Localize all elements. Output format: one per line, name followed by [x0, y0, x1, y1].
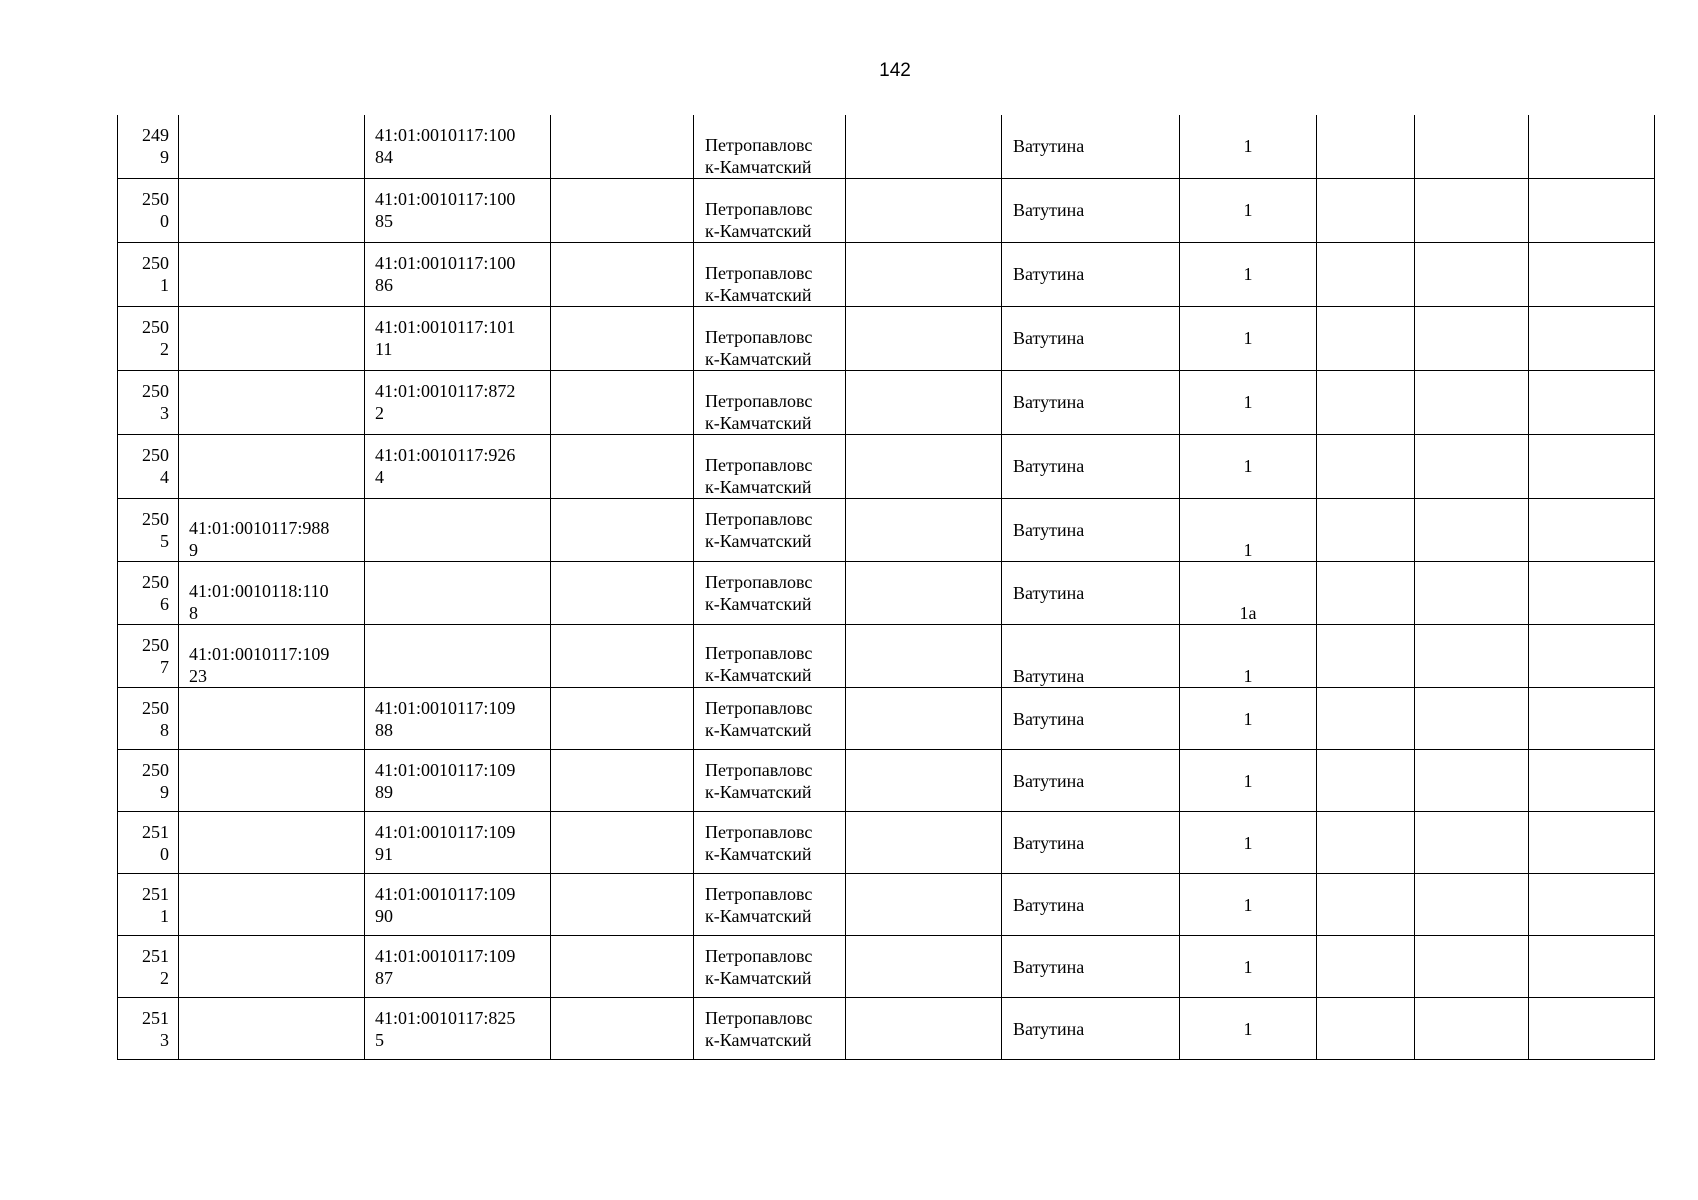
row-number-cell	[118, 115, 179, 179]
city-line-1: Петропавловс	[705, 455, 813, 475]
table-row	[118, 812, 1655, 874]
building-cadastral-number-line-1: 41:01:0010117:109	[375, 698, 516, 718]
table-row	[118, 562, 1655, 625]
row-number-cell	[118, 874, 179, 936]
city-cell	[694, 371, 846, 435]
empty-cell	[1529, 307, 1655, 371]
empty-cell	[846, 435, 1002, 499]
city-cell	[694, 499, 846, 562]
empty-cell	[846, 998, 1002, 1060]
city-line-1: Петропавловс	[705, 822, 813, 842]
building-cadastral-number-cell	[365, 998, 551, 1060]
row-number-line-2: 9	[160, 782, 169, 802]
building-cadastral-number-line-2: 87	[375, 968, 393, 988]
building-cadastral-number-line-1: 41:01:0010117:109	[375, 760, 516, 780]
building-cadastral-number-cell	[365, 562, 551, 625]
empty-cell	[1415, 179, 1529, 243]
building-cadastral-number-cell	[365, 435, 551, 499]
city-line-1: Петропавловс	[705, 135, 813, 155]
row-number-cell	[118, 812, 179, 874]
street-cell: Ватутина	[1002, 936, 1180, 998]
building-cadastral-number-line-1: 41:01:0010117:109	[375, 884, 516, 904]
empty-cell	[1317, 812, 1415, 874]
empty-cell	[1317, 998, 1415, 1060]
row-number-line-2: 3	[160, 403, 169, 423]
row-number-cell	[118, 179, 179, 243]
row-number-line-1: 251	[142, 822, 169, 842]
cadastral-number-cell	[179, 499, 365, 562]
empty-cell	[846, 812, 1002, 874]
building-cadastral-number-line-1: 41:01:0010117:825	[375, 1008, 516, 1028]
street-cell: Ватутина	[1002, 998, 1180, 1060]
row-number-line-1: 250	[142, 698, 169, 718]
cadastral-number-cell	[179, 936, 365, 998]
empty-cell	[846, 179, 1002, 243]
row-number-line-2: 1	[160, 906, 169, 926]
empty-cell	[1529, 750, 1655, 812]
empty-cell	[846, 625, 1002, 688]
street-cell: Ватутина	[1002, 371, 1180, 435]
empty-cell	[1529, 625, 1655, 688]
row-number-cell	[118, 499, 179, 562]
row-number-line-1: 250	[142, 317, 169, 337]
cadastral-number-cell	[179, 371, 365, 435]
building-cadastral-number-cell	[365, 874, 551, 936]
row-number-line-2: 5	[160, 531, 169, 551]
table-row	[118, 115, 1655, 179]
empty-cell	[1529, 812, 1655, 874]
table-row	[118, 625, 1655, 688]
cadastral-number-line-1: 41:01:0010117:988	[189, 518, 330, 538]
street-cell: Ватутина	[1002, 812, 1180, 874]
house-number-cell: 1	[1180, 307, 1317, 371]
empty-cell	[1415, 874, 1529, 936]
empty-cell	[846, 371, 1002, 435]
cadastral-number-cell	[179, 179, 365, 243]
building-cadastral-number-line-2: 5	[375, 1030, 384, 1050]
building-cadastral-number-line-1: 41:01:0010117:100	[375, 189, 516, 209]
row-number-line-2: 3	[160, 1030, 169, 1050]
empty-cell	[846, 499, 1002, 562]
empty-cell	[1415, 499, 1529, 562]
cadastral-number-cell	[179, 812, 365, 874]
city-line-2: к-Камчатский	[705, 968, 812, 988]
building-cadastral-number-cell	[365, 371, 551, 435]
house-number-cell: 1	[1180, 998, 1317, 1060]
empty-cell	[1529, 688, 1655, 750]
house-number-cell: 1а	[1180, 562, 1317, 625]
table-row	[118, 179, 1655, 243]
empty-cell	[551, 435, 694, 499]
city-line-2: к-Камчатский	[705, 1030, 812, 1050]
building-cadastral-number-line-2: 89	[375, 782, 393, 802]
street-cell: Ватутина	[1002, 179, 1180, 243]
empty-cell	[1317, 115, 1415, 179]
city-line-1: Петропавловс	[705, 263, 813, 283]
building-cadastral-number-line-2: 2	[375, 403, 384, 423]
building-cadastral-number-cell	[365, 179, 551, 243]
street-cell: Ватутина	[1002, 499, 1180, 562]
building-cadastral-number-cell	[365, 812, 551, 874]
row-number-cell	[118, 371, 179, 435]
building-cadastral-number-cell	[365, 307, 551, 371]
city-line-2: к-Камчатский	[705, 157, 812, 177]
empty-cell	[551, 812, 694, 874]
empty-cell	[1529, 243, 1655, 307]
city-line-2: к-Камчатский	[705, 349, 812, 369]
cadastral-number-cell	[179, 998, 365, 1060]
row-number-line-1: 250	[142, 572, 169, 592]
empty-cell	[551, 874, 694, 936]
empty-cell	[1415, 435, 1529, 499]
city-cell	[694, 625, 846, 688]
cadastral-number-cell	[179, 115, 365, 179]
empty-cell	[1415, 998, 1529, 1060]
row-number-line-1: 250	[142, 381, 169, 401]
empty-cell	[1529, 435, 1655, 499]
city-line-2: к-Камчатский	[705, 665, 812, 685]
city-line-1: Петропавловс	[705, 572, 813, 592]
row-number-line-2: 7	[160, 657, 169, 677]
building-cadastral-number-line-1: 41:01:0010117:100	[375, 125, 516, 145]
building-cadastral-number-cell	[365, 750, 551, 812]
city-line-2: к-Камчатский	[705, 594, 812, 614]
street-cell: Ватутина	[1002, 243, 1180, 307]
empty-cell	[1317, 435, 1415, 499]
empty-cell	[1529, 179, 1655, 243]
empty-cell	[1317, 371, 1415, 435]
empty-cell	[846, 115, 1002, 179]
row-number-line-1: 250	[142, 760, 169, 780]
building-cadastral-number-line-1: 41:01:0010117:926	[375, 445, 516, 465]
empty-cell	[1529, 371, 1655, 435]
building-cadastral-number-cell	[365, 625, 551, 688]
street-cell: Ватутина	[1002, 435, 1180, 499]
table-row	[118, 936, 1655, 998]
building-cadastral-number-line-1: 41:01:0010117:109	[375, 946, 516, 966]
empty-cell	[1415, 562, 1529, 625]
street-cell: Ватутина	[1002, 750, 1180, 812]
row-number-line-2: 1	[160, 275, 169, 295]
table-row	[118, 998, 1655, 1060]
empty-cell	[551, 625, 694, 688]
city-line-1: Петропавловс	[705, 509, 813, 529]
building-cadastral-number-line-1: 41:01:0010117:872	[375, 381, 516, 401]
house-number-cell: 1	[1180, 750, 1317, 812]
building-cadastral-number-cell	[365, 243, 551, 307]
empty-cell	[551, 371, 694, 435]
city-line-1: Петропавловс	[705, 199, 813, 219]
empty-cell	[551, 936, 694, 998]
building-cadastral-number-line-2: 4	[375, 467, 384, 487]
row-number-line-2: 6	[160, 594, 169, 614]
empty-cell	[846, 688, 1002, 750]
cadastral-number-cell	[179, 243, 365, 307]
building-cadastral-number-line-2: 11	[375, 339, 393, 359]
building-cadastral-number-line-1: 41:01:0010117:101	[375, 317, 516, 337]
row-number-cell	[118, 625, 179, 688]
empty-cell	[1529, 115, 1655, 179]
city-cell	[694, 936, 846, 998]
row-number-cell	[118, 307, 179, 371]
city-cell	[694, 998, 846, 1060]
city-line-1: Петропавловс	[705, 884, 813, 904]
row-number-cell	[118, 936, 179, 998]
empty-cell	[1317, 243, 1415, 307]
row-number-cell	[118, 243, 179, 307]
empty-cell	[551, 562, 694, 625]
empty-cell	[1529, 562, 1655, 625]
empty-cell	[846, 750, 1002, 812]
cadastral-number-cell	[179, 562, 365, 625]
city-line-2: к-Камчатский	[705, 844, 812, 864]
empty-cell	[1415, 750, 1529, 812]
empty-cell	[1415, 307, 1529, 371]
house-number-cell: 1	[1180, 625, 1317, 688]
street-cell: Ватутина	[1002, 562, 1180, 625]
table-body	[118, 115, 1655, 1060]
building-cadastral-number-line-2: 86	[375, 275, 393, 295]
city-cell	[694, 812, 846, 874]
table-row	[118, 499, 1655, 562]
house-number-cell: 1	[1180, 688, 1317, 750]
empty-cell	[551, 115, 694, 179]
city-cell	[694, 243, 846, 307]
city-line-1: Петропавловс	[705, 946, 813, 966]
table-row	[118, 688, 1655, 750]
cadastral-number-line-2: 23	[189, 666, 207, 686]
city-line-2: к-Камчатский	[705, 720, 812, 740]
building-cadastral-number-cell	[365, 499, 551, 562]
empty-cell	[1317, 307, 1415, 371]
city-line-2: к-Камчатский	[705, 906, 812, 926]
empty-cell	[1317, 562, 1415, 625]
empty-cell	[1415, 812, 1529, 874]
empty-cell	[1529, 499, 1655, 562]
city-line-2: к-Камчатский	[705, 782, 812, 802]
empty-cell	[1415, 243, 1529, 307]
row-number-line-2: 9	[160, 147, 169, 167]
building-cadastral-number-line-2: 84	[375, 147, 393, 167]
city-cell	[694, 307, 846, 371]
building-cadastral-number-line-2: 90	[375, 906, 393, 926]
building-cadastral-number-line-1: 41:01:0010117:100	[375, 253, 516, 273]
city-line-2: к-Камчатский	[705, 285, 812, 305]
cadastral-number-cell	[179, 435, 365, 499]
table-row	[118, 371, 1655, 435]
city-line-1: Петропавловс	[705, 698, 813, 718]
building-cadastral-number-line-2: 85	[375, 211, 393, 231]
city-line-1: Петропавловс	[705, 643, 813, 663]
city-cell	[694, 750, 846, 812]
row-number-line-1: 250	[142, 509, 169, 529]
city-cell	[694, 874, 846, 936]
street-cell: Ватутина	[1002, 688, 1180, 750]
registry-table	[117, 115, 1655, 1060]
cadastral-number-cell	[179, 874, 365, 936]
empty-cell	[1529, 936, 1655, 998]
empty-cell	[846, 307, 1002, 371]
city-cell	[694, 179, 846, 243]
house-number-cell: 1	[1180, 874, 1317, 936]
row-number-line-2: 0	[160, 844, 169, 864]
empty-cell	[1317, 874, 1415, 936]
city-line-2: к-Камчатский	[705, 531, 812, 551]
row-number-line-1: 251	[142, 1008, 169, 1028]
empty-cell	[846, 243, 1002, 307]
empty-cell	[846, 562, 1002, 625]
house-number-cell: 1	[1180, 812, 1317, 874]
city-line-1: Петропавловс	[705, 391, 813, 411]
empty-cell	[1415, 688, 1529, 750]
house-number-cell: 1	[1180, 115, 1317, 179]
row-number-line-1: 251	[142, 946, 169, 966]
city-line-1: Петропавловс	[705, 760, 813, 780]
row-number-line-2: 8	[160, 720, 169, 740]
table-row	[118, 243, 1655, 307]
city-line-2: к-Камчатский	[705, 221, 812, 241]
empty-cell	[1529, 874, 1655, 936]
empty-cell	[551, 179, 694, 243]
table-row	[118, 874, 1655, 936]
row-number-line-1: 250	[142, 189, 169, 209]
building-cadastral-number-line-2: 88	[375, 720, 393, 740]
row-number-line-2: 2	[160, 339, 169, 359]
row-number-line-2: 2	[160, 968, 169, 988]
empty-cell	[1317, 750, 1415, 812]
cadastral-number-cell	[179, 750, 365, 812]
house-number-cell: 1	[1180, 499, 1317, 562]
row-number-line-1: 249	[142, 125, 169, 145]
cadastral-number-line-1: 41:01:0010118:110	[189, 581, 329, 601]
empty-cell	[1317, 936, 1415, 998]
building-cadastral-number-line-1: 41:01:0010117:109	[375, 822, 516, 842]
cadastral-number-cell	[179, 307, 365, 371]
house-number-cell: 1	[1180, 179, 1317, 243]
empty-cell	[1415, 625, 1529, 688]
empty-cell	[1415, 936, 1529, 998]
empty-cell	[1317, 688, 1415, 750]
cadastral-number-line-2: 8	[189, 603, 198, 623]
city-line-2: к-Камчатский	[705, 413, 812, 433]
row-number-cell	[118, 998, 179, 1060]
empty-cell	[1415, 115, 1529, 179]
table-row	[118, 750, 1655, 812]
table-row	[118, 307, 1655, 371]
empty-cell	[551, 688, 694, 750]
city-line-2: к-Камчатский	[705, 477, 812, 497]
empty-cell	[551, 243, 694, 307]
cadastral-number-line-2: 9	[189, 540, 198, 560]
empty-cell	[1317, 625, 1415, 688]
building-cadastral-number-cell	[365, 936, 551, 998]
house-number-cell: 1	[1180, 371, 1317, 435]
row-number-line-2: 4	[160, 467, 169, 487]
empty-cell	[551, 499, 694, 562]
house-number-cell: 1	[1180, 435, 1317, 499]
empty-cell	[846, 936, 1002, 998]
table-row	[118, 435, 1655, 499]
row-number-cell	[118, 435, 179, 499]
row-number-cell	[118, 688, 179, 750]
city-cell	[694, 115, 846, 179]
empty-cell	[1415, 371, 1529, 435]
building-cadastral-number-cell	[365, 688, 551, 750]
empty-cell	[551, 998, 694, 1060]
house-number-cell: 1	[1180, 243, 1317, 307]
row-number-line-1: 251	[142, 884, 169, 904]
house-number-cell: 1	[1180, 936, 1317, 998]
row-number-line-1: 250	[142, 635, 169, 655]
empty-cell	[551, 307, 694, 371]
street-cell: Ватутина	[1002, 874, 1180, 936]
row-number-line-1: 250	[142, 445, 169, 465]
building-cadastral-number-line-2: 91	[375, 844, 393, 864]
empty-cell	[551, 750, 694, 812]
row-number-cell	[118, 750, 179, 812]
empty-cell	[1317, 499, 1415, 562]
street-cell: Ватутина	[1002, 115, 1180, 179]
city-cell	[694, 688, 846, 750]
city-cell	[694, 435, 846, 499]
row-number-line-1: 250	[142, 253, 169, 273]
city-line-1: Петропавловс	[705, 327, 813, 347]
empty-cell	[1317, 179, 1415, 243]
cadastral-number-cell	[179, 625, 365, 688]
building-cadastral-number-cell	[365, 115, 551, 179]
empty-cell	[1529, 998, 1655, 1060]
row-number-cell	[118, 562, 179, 625]
row-number-line-2: 0	[160, 211, 169, 231]
city-cell	[694, 562, 846, 625]
page-number: 142	[879, 60, 911, 81]
street-cell: Ватутина	[1002, 625, 1180, 688]
cadastral-number-cell	[179, 688, 365, 750]
empty-cell	[846, 874, 1002, 936]
street-cell: Ватутина	[1002, 307, 1180, 371]
cadastral-number-line-1: 41:01:0010117:109	[189, 644, 330, 664]
city-line-1: Петропавловс	[705, 1008, 813, 1028]
